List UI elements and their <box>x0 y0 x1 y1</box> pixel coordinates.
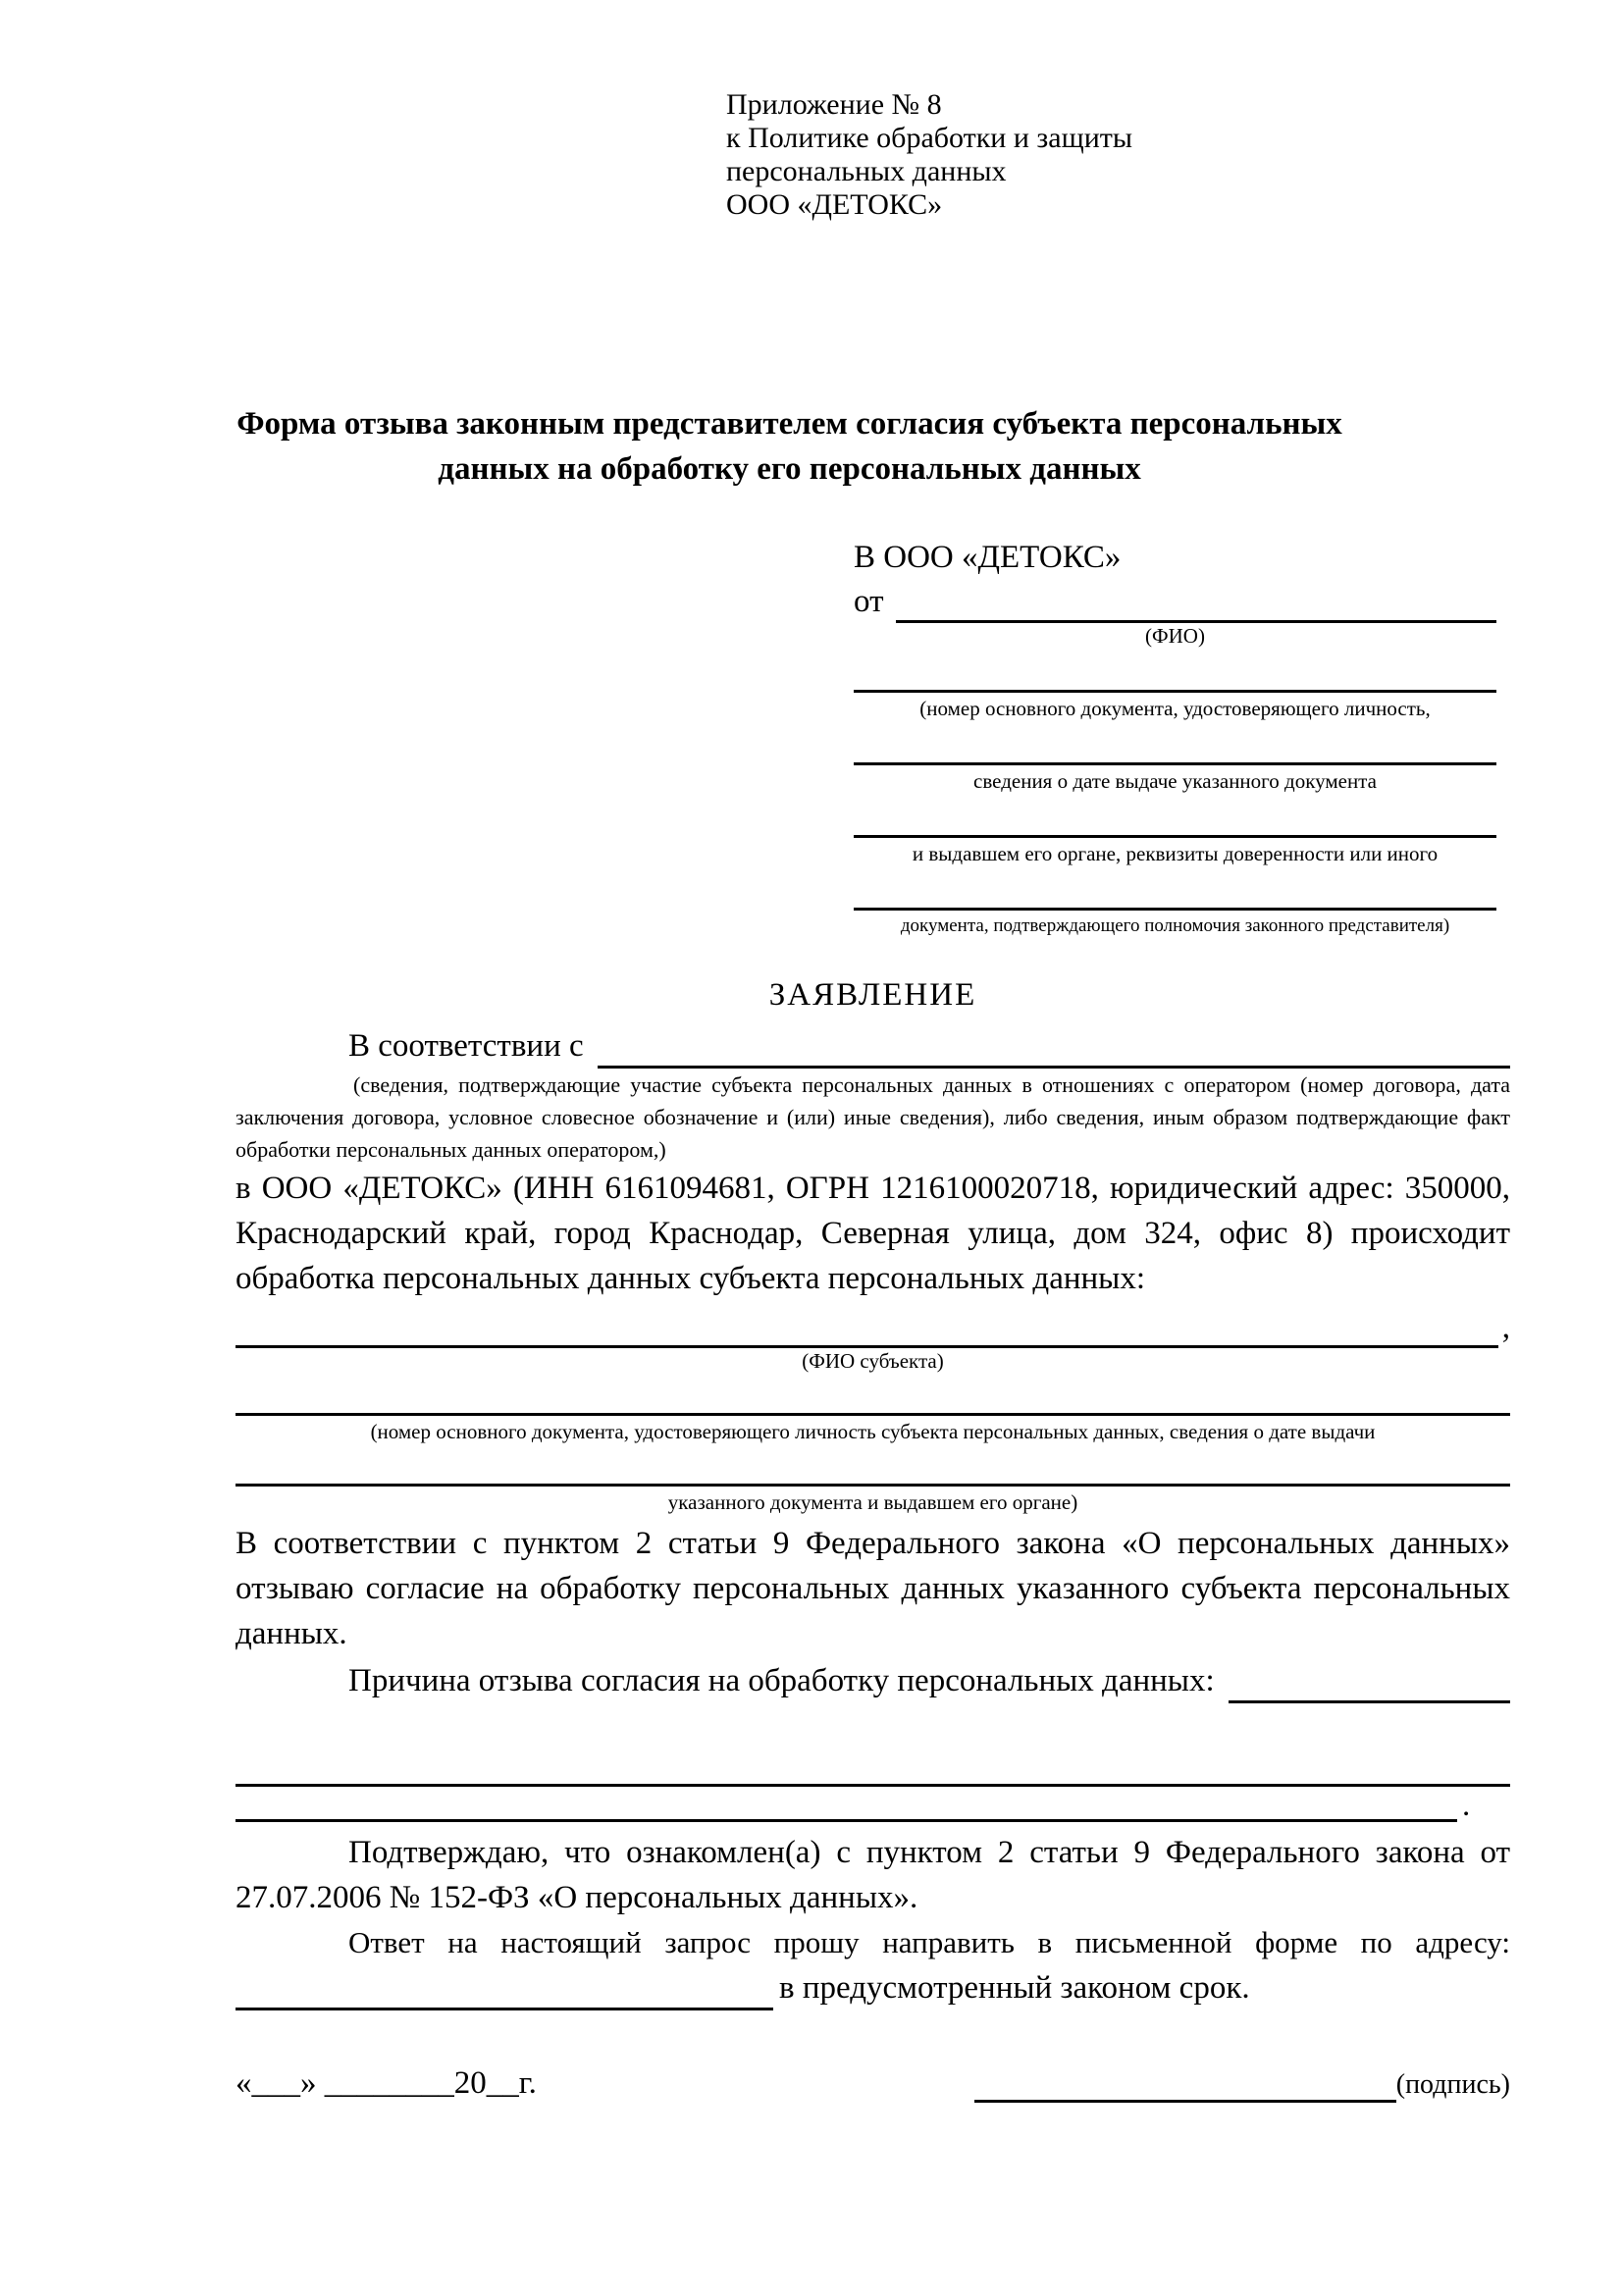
issuing-authority-blank-line <box>854 794 1496 838</box>
reason-blank-line-2 <box>236 1790 1457 1822</box>
signature-group <box>974 2067 1510 2103</box>
fio-caption: (ФИО) <box>1145 624 1205 648</box>
accordance-lead: В соответствии с <box>348 1028 584 1064</box>
issuing-authority-caption: и выдавшем его органе, реквизиты доверенности или иного <box>912 842 1439 865</box>
addressee-organization: В ООО «ДЕТОКС» <box>854 540 1122 575</box>
annex-block <box>726 88 1510 222</box>
issue-date-blank-line <box>854 721 1496 765</box>
reply-address-blank-line <box>236 1978 773 2010</box>
issue-date-caption: сведения о дате выдаче указанного документа <box>973 769 1377 793</box>
reason-blank-line <box>1229 1700 1510 1703</box>
footer-row <box>236 2063 1510 2103</box>
accordance-note: (сведения, подтверждающие участие субъекта персональных данных в отношениях с оператором (номер договора, дата заключения договора, условное словесное обозначение и (или) иные сведения), либо сведения, иным образом подтверждающие факт обработки персональных данных оператором,) <box>236 1072 1510 1162</box>
withdrawal-paragraph: В соответствии с пунктом 2 статьи 9 Федерального закона «О персональных данных» отзываю согласие на обработку персональных данных указанного субъекта персональных данных. <box>236 1526 1510 1651</box>
period-mark: . <box>1462 1788 1471 1823</box>
subject-fio-caption: (ФИО субъекта) <box>802 1349 944 1373</box>
from-row <box>854 580 1496 623</box>
annex-line: ООО «ДЕТОКС» <box>726 188 943 221</box>
subject-document-caption-2: указанного документа и выдавшем его органе) <box>667 1490 1078 1514</box>
date-blank: «___» ________20__г. <box>236 2065 537 2101</box>
reason-row <box>236 1658 1510 1703</box>
from-label: от <box>854 584 884 619</box>
document-title: Форма отзыва законным представителем согласия субъекта персональных данных на обработку его персональных данных <box>236 406 1342 487</box>
authority-document-caption: документа, подтверждающего полномочия законного представителя) <box>900 915 1450 936</box>
document-number-blank-line <box>854 649 1496 693</box>
reply-tail: в предусмотренный законом срок. <box>779 1970 1250 2006</box>
annex-line: к Политике обработки и защиты <box>726 122 1133 154</box>
accordance-row <box>236 1023 1510 1069</box>
reason-blank-block <box>236 1754 1510 1822</box>
reason-lead: Причина отзыва согласия на обработку персональных данных: <box>348 1663 1215 1698</box>
authority-document-blank-line <box>854 866 1496 911</box>
reply-address-row <box>236 1965 1510 2010</box>
operator-paragraph: в ООО «ДЕТОКС» (ИНН 6161094681, ОГРН 1216100020718, юридический адрес: 350000, Краснодарский край, город Краснодар, Северная улица, дом 324, офис 8) происходит обработка персональных данных субъекта персональных данных: <box>236 1171 1510 1296</box>
reply-paragraph: Ответ на настоящий запрос прошу направить в письменной форме по адресу: <box>348 1925 1510 1959</box>
confirmation-paragraph: Подтверждаю, что ознакомлен(а) с пунктом 2 статьи 9 Федерального закона от 27.07.2006 № 152-ФЗ «О персональных данных». <box>236 1835 1510 1915</box>
addressee-block <box>854 535 1496 939</box>
annex-line: персональных данных <box>726 155 1007 187</box>
document-number-caption: (номер основного документа, удостоверяющего личность, <box>919 697 1431 720</box>
subject-document-blank-line-2 <box>236 1444 1510 1487</box>
reason-blank-line-period-row <box>236 1789 1510 1822</box>
reason-blank-line-full <box>236 1754 1510 1787</box>
signature-blank-line <box>974 2070 1396 2103</box>
subject-document-caption-1: (номер основного документа, удостоверяющего личность субъекта персональных данных, сведения о дате выдачи <box>370 1420 1376 1443</box>
signature-caption: (подпись) <box>1395 2069 1510 2100</box>
subject-comma: , <box>1501 1310 1510 1345</box>
subject-document-blank-line <box>236 1374 1510 1416</box>
annex-line: Приложение № 8 <box>726 88 942 121</box>
statement-heading: ЗАЯВЛЕНИЕ <box>768 977 977 1013</box>
subject-fio-row <box>236 1307 1510 1348</box>
